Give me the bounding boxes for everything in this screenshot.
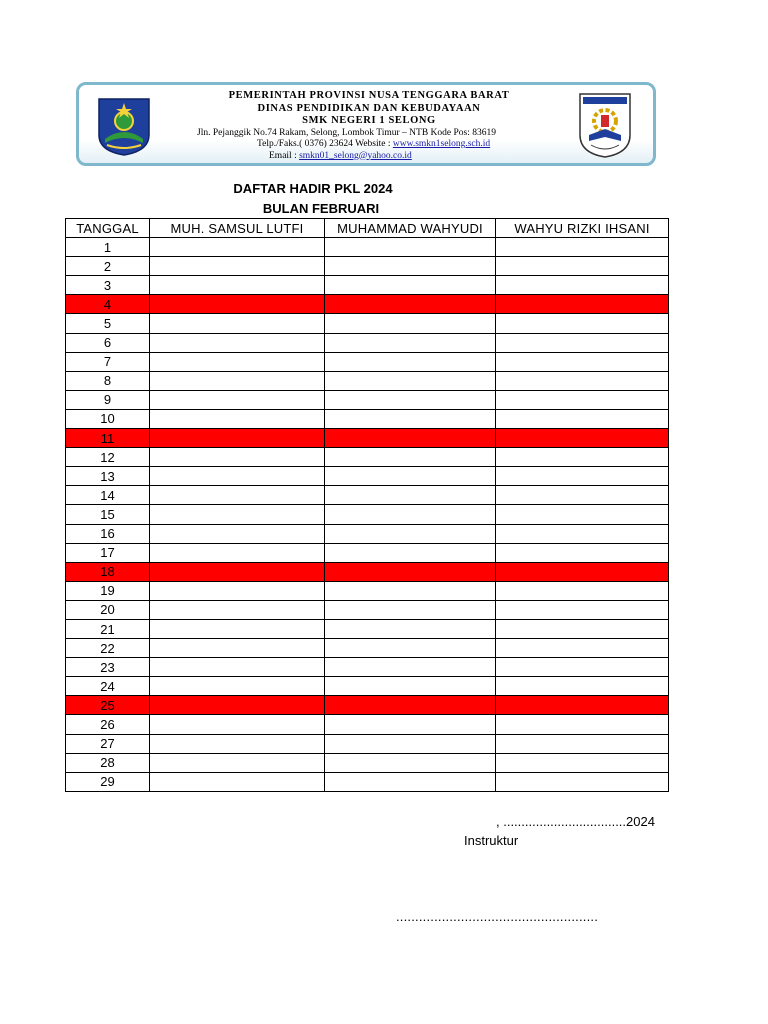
table-row xyxy=(66,524,669,543)
signature-cell[interactable] xyxy=(325,543,496,562)
signature-cell[interactable] xyxy=(150,772,325,791)
government-name: PEMERINTAH PROVINSI NUSA TENGGARA BARAT xyxy=(228,90,510,101)
signature-cell[interactable] xyxy=(496,562,669,581)
column-header-student-1: MUH. SAMSUL LUTFI xyxy=(150,219,325,238)
signature-cell[interactable] xyxy=(150,238,325,257)
table-row xyxy=(66,581,669,600)
signature-cell[interactable] xyxy=(150,619,325,638)
table-row-holiday xyxy=(66,696,669,715)
signature-cell[interactable] xyxy=(325,371,496,390)
date-cell: 27 xyxy=(66,734,150,753)
signature-cell[interactable] xyxy=(325,467,496,486)
signature-line: ..................................................... xyxy=(396,909,599,924)
signature-cell[interactable] xyxy=(325,448,496,467)
signature-cell[interactable] xyxy=(150,505,325,524)
signature-cell[interactable] xyxy=(150,257,325,276)
signature-cell[interactable] xyxy=(496,238,669,257)
signature-cell[interactable] xyxy=(496,429,669,448)
signature-cell[interactable] xyxy=(150,639,325,658)
signature-cell[interactable] xyxy=(150,753,325,772)
signature-cell[interactable] xyxy=(496,524,669,543)
date-cell: 26 xyxy=(66,715,150,734)
date-cell: 14 xyxy=(66,486,150,505)
signature-cell[interactable] xyxy=(325,658,496,677)
table-row xyxy=(66,734,669,753)
date-cell: 21 xyxy=(66,619,150,638)
school-logo-icon xyxy=(577,91,633,159)
signature-cell[interactable] xyxy=(496,600,669,619)
attendance-month: BULAN FEBRUARI xyxy=(262,201,380,216)
date-cell: 29 xyxy=(66,772,150,791)
date-cell: 2 xyxy=(66,257,150,276)
table-row xyxy=(66,600,669,619)
table-row-holiday xyxy=(66,429,669,448)
signature-cell[interactable] xyxy=(325,696,496,715)
table-row xyxy=(66,257,669,276)
signature-cell[interactable] xyxy=(496,352,669,371)
attendance-table xyxy=(65,218,669,792)
signature-cell[interactable] xyxy=(325,238,496,257)
signature-cell[interactable] xyxy=(325,734,496,753)
signature-cell[interactable] xyxy=(325,314,496,333)
table-row xyxy=(66,333,669,352)
signature-cell[interactable] xyxy=(150,467,325,486)
school-address: Jln. Pejanggik No.74 Rakam, Selong, Lombok Timur – NTB Kode Pos: 83619 xyxy=(197,127,496,138)
table-row xyxy=(66,371,669,390)
signature-cell[interactable] xyxy=(325,295,496,314)
signature-cell[interactable] xyxy=(496,257,669,276)
date-cell: 20 xyxy=(66,600,150,619)
signature-cell[interactable] xyxy=(150,333,325,352)
signature-cell[interactable] xyxy=(325,390,496,409)
signature-cell[interactable] xyxy=(150,734,325,753)
instructor-label: Instruktur xyxy=(464,833,519,848)
signature-cell[interactable] xyxy=(496,715,669,734)
signature-cell[interactable] xyxy=(150,677,325,696)
table-row xyxy=(66,390,669,409)
date-cell: 7 xyxy=(66,352,150,371)
date-cell: 12 xyxy=(66,448,150,467)
table-body xyxy=(66,238,669,792)
signature-cell[interactable] xyxy=(325,600,496,619)
date-cell: 18 xyxy=(66,562,150,581)
signature-cell[interactable] xyxy=(325,715,496,734)
website-link[interactable]: www.smkn1selong.sch.id xyxy=(392,139,491,149)
signature-date-line: , ..................................2024 xyxy=(496,814,655,829)
signature-cell[interactable] xyxy=(150,276,325,295)
table-row xyxy=(66,639,669,658)
signature-cell[interactable] xyxy=(496,467,669,486)
signature-cell[interactable] xyxy=(496,448,669,467)
signature-cell[interactable] xyxy=(150,696,325,715)
signature-cell[interactable] xyxy=(150,314,325,333)
signature-cell[interactable] xyxy=(496,772,669,791)
department-name: DINAS PENDIDIKAN DAN KEBUDAYAAN xyxy=(257,102,481,114)
signature-cell[interactable] xyxy=(496,276,669,295)
signature-cell[interactable] xyxy=(496,753,669,772)
table-row xyxy=(66,238,669,257)
table-header-row xyxy=(66,219,669,238)
signature-cell[interactable] xyxy=(150,524,325,543)
table-row xyxy=(66,619,669,638)
signature-cell[interactable] xyxy=(325,562,496,581)
signature-cell[interactable] xyxy=(496,734,669,753)
signature-cell[interactable] xyxy=(325,429,496,448)
date-cell: 13 xyxy=(66,467,150,486)
table-row-holiday xyxy=(66,295,669,314)
date-cell: 15 xyxy=(66,505,150,524)
signature-cell[interactable] xyxy=(325,333,496,352)
signature-cell[interactable] xyxy=(496,295,669,314)
signature-cell[interactable] xyxy=(150,658,325,677)
signature-cell[interactable] xyxy=(325,352,496,371)
signature-cell[interactable] xyxy=(150,543,325,562)
school-name: SMK NEGERI 1 SELONG xyxy=(302,115,436,126)
signature-cell[interactable] xyxy=(325,524,496,543)
date-cell: 9 xyxy=(66,390,150,409)
date-cell: 19 xyxy=(66,581,150,600)
signature-cell[interactable] xyxy=(496,390,669,409)
signature-cell[interactable] xyxy=(325,276,496,295)
signature-cell[interactable] xyxy=(325,409,496,428)
signature-cell[interactable] xyxy=(150,409,325,428)
date-cell: 23 xyxy=(66,658,150,677)
signature-cell[interactable] xyxy=(150,486,325,505)
signature-cell[interactable] xyxy=(150,371,325,390)
signature-cell[interactable] xyxy=(496,658,669,677)
date-cell: 25 xyxy=(66,696,150,715)
date-cell: 5 xyxy=(66,314,150,333)
signature-cell[interactable] xyxy=(150,429,325,448)
signature-cell[interactable] xyxy=(496,543,669,562)
date-cell: 22 xyxy=(66,639,150,658)
table-row xyxy=(66,486,669,505)
signature-cell[interactable] xyxy=(496,333,669,352)
signature-cell[interactable] xyxy=(150,295,325,314)
ntb-province-emblem-icon xyxy=(95,95,153,157)
phone-label: Telp./Faks.( 0376) 23624 Website : xyxy=(257,139,393,149)
column-header-student-3: WAHYU RIZKI IHSANI xyxy=(496,219,669,238)
email-link[interactable]: smkn01_selong@yahoo.co.id xyxy=(299,150,412,161)
table-row xyxy=(66,772,669,791)
table-row xyxy=(66,753,669,772)
signature-cell[interactable] xyxy=(150,352,325,371)
date-cell: 24 xyxy=(66,677,150,696)
signature-cell[interactable] xyxy=(150,715,325,734)
table-row xyxy=(66,658,669,677)
signature-cell[interactable] xyxy=(496,696,669,715)
signature-cell[interactable] xyxy=(150,581,325,600)
signature-cell[interactable] xyxy=(496,619,669,638)
date-cell: 8 xyxy=(66,371,150,390)
attendance-title: DAFTAR HADIR PKL 2024 xyxy=(233,181,393,196)
date-cell: 28 xyxy=(66,753,150,772)
signature-cell[interactable] xyxy=(325,772,496,791)
table-row xyxy=(66,409,669,428)
table-row xyxy=(66,505,669,524)
table-row xyxy=(66,543,669,562)
signature-cell[interactable] xyxy=(325,753,496,772)
signature-cell[interactable] xyxy=(325,619,496,638)
table-row xyxy=(66,448,669,467)
signature-cell[interactable] xyxy=(325,486,496,505)
signature-cell[interactable] xyxy=(325,505,496,524)
signature-cell[interactable] xyxy=(325,581,496,600)
signature-cell[interactable] xyxy=(150,390,325,409)
signature-cell[interactable] xyxy=(325,639,496,658)
date-cell: 1 xyxy=(66,238,150,257)
date-cell: 4 xyxy=(66,295,150,314)
signature-cell[interactable] xyxy=(496,371,669,390)
table-row xyxy=(66,276,669,295)
letterhead xyxy=(76,82,656,166)
signature-cell[interactable] xyxy=(496,314,669,333)
phone-website-line xyxy=(189,139,549,151)
signature-cell[interactable] xyxy=(496,677,669,696)
table-row xyxy=(66,677,669,696)
table-row xyxy=(66,467,669,486)
column-header-student-2: MUHAMMAD WAHYUDI xyxy=(325,219,496,238)
table-row xyxy=(66,352,669,371)
letterhead-text xyxy=(189,90,549,162)
email-line xyxy=(189,151,549,163)
signature-cell[interactable] xyxy=(325,257,496,276)
signature-cell[interactable] xyxy=(496,409,669,428)
table-row xyxy=(66,314,669,333)
signature-cell[interactable] xyxy=(496,486,669,505)
signature-cell[interactable] xyxy=(150,448,325,467)
date-cell: 10 xyxy=(66,409,150,428)
signature-cell[interactable] xyxy=(496,639,669,658)
date-cell: 11 xyxy=(66,429,150,448)
email-label: Email : xyxy=(269,150,300,161)
signature-cell[interactable] xyxy=(325,677,496,696)
column-header-date: TANGGAL xyxy=(66,219,150,238)
table-row xyxy=(66,715,669,734)
signature-cell[interactable] xyxy=(496,581,669,600)
date-cell: 17 xyxy=(66,543,150,562)
date-cell: 3 xyxy=(66,276,150,295)
signature-cell[interactable] xyxy=(496,505,669,524)
table-row-holiday xyxy=(66,562,669,581)
signature-cell[interactable] xyxy=(150,562,325,581)
date-cell: 16 xyxy=(66,524,150,543)
date-cell: 6 xyxy=(66,333,150,352)
signature-cell[interactable] xyxy=(150,600,325,619)
